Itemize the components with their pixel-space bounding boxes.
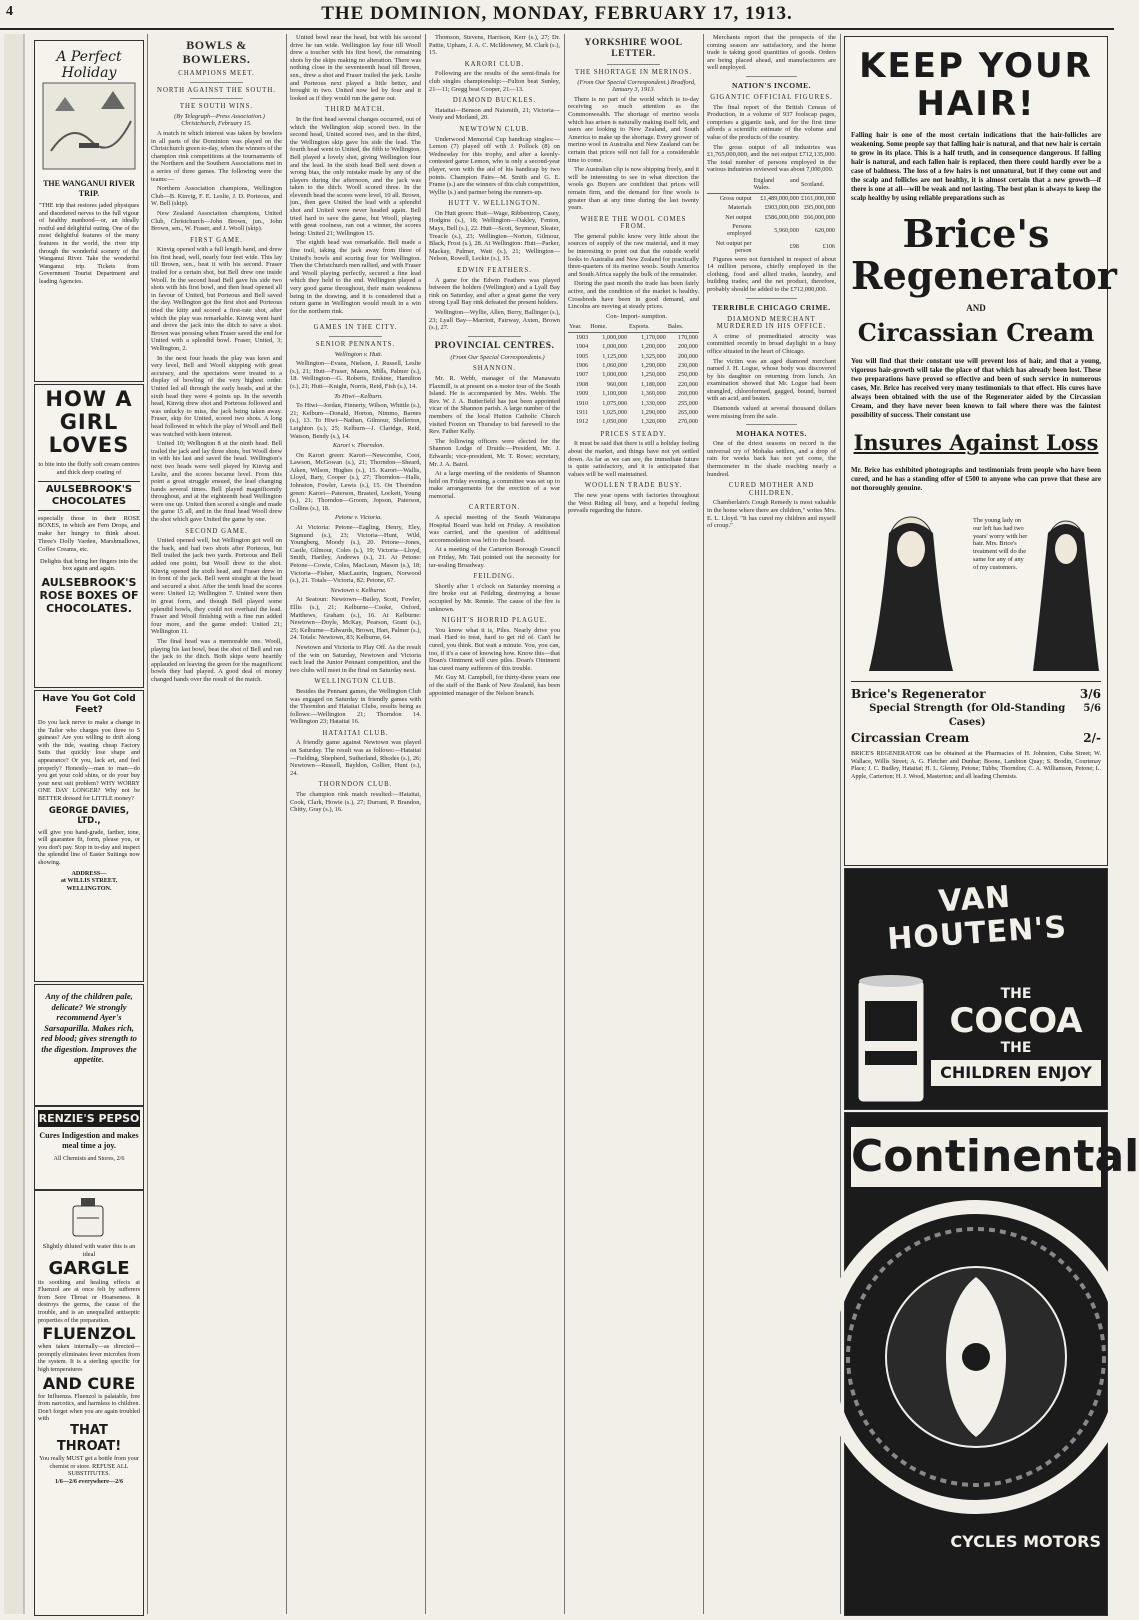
aulsebrook-brand2: AULSEBROOK'S ROSE BOXES OF CHOCOLATES. xyxy=(39,576,139,616)
van-houten-the2: THE xyxy=(1000,1040,1032,1056)
column-bowls xyxy=(151,34,282,1614)
provincial-para: Shortly after 1 o'clock on Saturday morning a fire broke out at Feilding, destroying a house occupied by Mr. Rennie. The cause of the fire is unknown. xyxy=(429,582,560,613)
mohaka-heading: MOHAKA NOTES. xyxy=(736,429,807,439)
column-rule xyxy=(564,34,565,1614)
provincial-byline: (From Our Special Correspondents.) xyxy=(450,353,545,361)
provincial-para: You know what it is, Piles. Nearly drive you mad. Hard to treat, hard to get rid of. Can't be cured, you think. But wait a minute. You, you can, too, if it's a case of knowing how. Know this—that Doan's Ointment will cure piles. Doan's Ointment has cured many sufferers of this trouble. xyxy=(429,626,560,672)
provincial-para: Mr. Guy M. Campbell, for thirty-three years one of the staff of the Bank of New Zealand, has been appointed manager of the Nelson branch. xyxy=(429,674,560,697)
pennant-match: Karori v. Thorndon. xyxy=(332,442,385,450)
price-name: Special Strength (for Old-Standing Cases) xyxy=(869,703,1066,728)
column-rule xyxy=(425,34,426,1614)
wool-table-cell: 1,000,000 xyxy=(602,343,628,351)
census-table-cell: Net output per person xyxy=(715,239,752,255)
fluenzol-word1: GARGLE xyxy=(48,1257,130,1279)
census-table-cell: £903,000,000 xyxy=(764,204,799,212)
wool-table-cell: 1907 xyxy=(575,371,589,379)
bowls-para: Newtown and Victoria to Play Off. As the result of the win on Saturday, Newtown and Victoria each lead the Junior Pennant competition, and the two clubs will meet in the final on Saturday next. xyxy=(290,643,421,674)
income-para: Figures were not furnished in respect of about 14 million persons, chiefly employed in the clothing, food and allied trades, laundry, and building trades; and the net product, therefore, probably should be added to the £712,000,000. xyxy=(707,255,836,293)
wool-table-cell: 960,000 xyxy=(606,380,628,388)
provincial-para: A special meeting of the South Wairarapa Hospital Board was held on Friday. A resolution was carried, and the question of additional accommodation was left to the board. xyxy=(429,514,560,544)
price-row xyxy=(851,686,1101,702)
wool-para: The general public know very little about the sources of supply of the raw material, and it may be interesting to point out that the outside world looks to Australia and New Zealand for practically three-quarters of its merino wools. South America and South Africa supply the bulk of the remainder. xyxy=(568,232,699,278)
newtown-club-heading: NEWTOWN CLUB. xyxy=(459,125,530,133)
wool-table-cell: 1,200,000 xyxy=(641,343,666,351)
census-table-row xyxy=(707,203,836,212)
van-houten-name: VAN HOUTEN'S xyxy=(886,879,1069,958)
wool-para: During the past month the trade has been fairly active, and the condition of the market is healthy. Crossbreds have been in good demand, and Lincolns are moving at steady prices. xyxy=(568,280,699,311)
aulsebrook-lead: to bite into the fluffy soft cream centres and thick deep coating of xyxy=(38,461,140,476)
milk-body: Any of the children pale, delicate? We strongly recommend Ayer's Sarsaparilla. Makes rich, red blood; gives strength to the digestion. Improves the appetite. xyxy=(41,991,137,1064)
page-edge-strip xyxy=(0,34,28,1614)
brices-footer: BRICE'S REGENERATOR can be obtained at the Pharmacies of H. Johnston, Cuba Street; W. Wallace, Willis Street; A. G. Fletcher and Dunbar; Boone, Lambton Quay; S. Brodin, Courtenay Place; J. C. Budley, Hataitai; H. L. Glenny, Petone; Tubbs; Thorndon; C. A. Williamson, Petone; L. Apple, Carterton; H. J. Wood, Masterton; and all leading Chemists. xyxy=(851,750,1101,780)
karori-club-heading: KARORI CLUB. xyxy=(464,60,525,68)
price-value: 5/6 xyxy=(1083,703,1101,714)
price-row xyxy=(851,702,1101,730)
bowls-para: At Seatoun: Newtown—Bailey, Scott, Fowler, Ellis (s.), 21; Kelburne—Cooke, Oxford, Matthews, Graham (s.), 16. At Kelburne: Newtown—Doyle, McKay, Pearson, Grant (s.), 25; Kelburne—Edwards, Brown, Hart, Palmer (s.), 24. Totals: Newtown, 83; Kelburne, 64. xyxy=(290,596,421,642)
census-table-cell: Gross output xyxy=(719,194,752,202)
holiday-body: "THE trip that restores jaded physiques and disordered nerves to the full vigour of healthy manhood—or, an ideally restful and delightful outing. One of the most delightful features of the many features in the world, the river trip through the wonderful scenery of the Wanganui River. Take the wonderful Wanganui trip. Tickets from Government Tourist Department and leading Agencies. xyxy=(39,202,139,285)
bowls-dateline: (By Telegraph—Press Association.) Christchurch, February 15. xyxy=(174,112,265,128)
wool-table-cell: 270,000 xyxy=(677,418,698,426)
wool-table-header: Home. xyxy=(589,322,628,332)
wool-table-row xyxy=(568,417,699,426)
column-bowls-cont xyxy=(290,34,421,1614)
wool-table-cell: 260,000 xyxy=(677,390,698,398)
pepso-price: All Chemists and Stores, 2/6 xyxy=(53,1155,125,1162)
wool-table-cell: 250,000 xyxy=(677,371,698,379)
wool-para: The new year opens with factories throughout the West Riding all busy, and a hopeful feeling prevails regarding the future. xyxy=(568,492,699,515)
wool-table-cell: 1911 xyxy=(576,409,589,417)
wool-table-cell: 1,320,000 xyxy=(641,418,666,426)
income-para: The gross output of all industries was £1,765,000,000, and the net output £712,135,000. The total number of persons employed in the various industries reviewed was about 7,000,000. xyxy=(707,143,836,174)
edge-strip-pattern xyxy=(0,34,28,1614)
wool-para: It must be said that there is still a holiday feeling about the market, and things have not yet settled down. As far as we can see, the immediate future is quite satisfactory, and it is anticipated that values will be well maintained. xyxy=(568,440,699,478)
bowls-para: In the next four heads the play was keen and very level, Bell and Wooll skipping with great accuracy, and the spectators were treated to a display of bowling of the very highest order. United led all through the early heads, and at the sixth head they were 4 points up. In the seventh head, Kinvig drew shot and Porteous followed and was unlucky to miss, the jack being taken away. Fraser, skip for United, scored two shots. A long head followed in which the play of Wooll and Bell was watched with keen interest. xyxy=(151,354,282,438)
census-table-row xyxy=(707,213,836,222)
wool-table-row xyxy=(568,389,699,398)
column-wool-letter xyxy=(568,34,699,1614)
wool-table-cell: 200,000 xyxy=(677,343,698,351)
wool-table-cell: 1,000,000 xyxy=(602,371,628,379)
wool-table xyxy=(568,322,699,426)
census-table-cell: £161,000,000 xyxy=(800,194,835,202)
wool-table-cell: 1,025,000 xyxy=(602,409,628,417)
column-rule xyxy=(147,34,148,1614)
wool-table-cell: 1,060,000 xyxy=(602,362,628,370)
photo-caption: The young lady on our left has had two years' worry with her hair. Mrs. Brice's treatment will do the same for any of any of my customers. xyxy=(973,517,1028,571)
insures-banner: Insures Against Loss xyxy=(853,430,1099,455)
brices-brand: Brice's Regenerator xyxy=(851,211,1117,298)
bowls-para: Kinvig opened with a full length hand, and drew his first head, well, nearly four feet wide. This lay till Brown, sen., beat it with his second. Fraser trailed for a certain shot, but Bell drew one inside Wooll. In the second head Bell gave his side two shots with his first bowl, and then head opened all in favour of United, but Porteous and Bell saved the day. Wellington got the first shot and Porteous tried the kitty and scored a first-rate shot, after which the play was remarkable. Kinvig went hard and drove the jack into the ditch to save a shot. Brown was pressing when Fraser saved the end for United with a splendid bowl. Fraser, United, 3; Wellington, 2. xyxy=(151,246,282,352)
wool-table-title: Con- Import- sumption. xyxy=(606,312,667,320)
wool-table-cell: 1,250,000 xyxy=(641,371,666,379)
price-value: 2/- xyxy=(1083,731,1101,745)
wool-table-header: Exports. xyxy=(628,322,667,332)
brices-and: AND xyxy=(966,303,986,313)
wellington-club-heading: WELLINGTON CLUB. xyxy=(314,678,397,686)
bowls-second-game: SECOND GAME. xyxy=(185,527,248,535)
bowls-para: Thomson, Stevens, Harrison, Kerr (s.), 27; Dr. Pattie, Upham, J. A. C. McIldowney, M. Clark (s.), 15. xyxy=(429,34,560,57)
wool-para: Merchants report that the prospects of the coming season are satisfactory, and the home trade is taking good quantities of goods. Orders are being placed ahead, and manufacturers are well employed. xyxy=(707,34,836,72)
van-houten-the: THE xyxy=(1000,986,1032,1002)
wool-sub1: THE SHORTAGE IN MERINOS. xyxy=(574,69,693,76)
crime-para: A crime of premeditated atrocity was committed recently in broad daylight in a busy office situated in the heart of Chicago. xyxy=(707,332,836,355)
page-number: 4 xyxy=(6,4,13,19)
keep-hair-intro: Falling hair is one of the most certain indications that the hair-follicles are weakening. Some people say that falling hair is natural, and that new hair is certain to grow in its place. This is a half truth, and in consequence dangerous. If falling hair is natural, and each fallen hair is replaced, then there could hardly ever be a case of baldness. The loss of a few hairs is not unnatural, but if they come out and the scalp and follicles are not healthy, it is almost certain that a new growth—if there is one at all—will be weak and not lasting. The best plan is always to keep the scalp healthy by using reliable preparations such as xyxy=(851,131,1101,202)
census-table-header: Scotland. xyxy=(800,176,836,193)
wool-table-row xyxy=(568,408,699,417)
column-rule xyxy=(703,34,704,1614)
bowls-para: Wellington—Wyllie, Allen, Berry, Ballinger (s.), 23; Lyall Bay—Marriott, Fairway, Axten, Brown (s.), 27. xyxy=(429,309,560,332)
wool-table-cell: 1910 xyxy=(575,399,589,407)
bowls-sub1: CHAMPIONS MEET. xyxy=(178,70,255,77)
bowls-para: A game for the Edwin Feathers was played between the holders (Wellington) and a Lyall Bay rink on Saturday, and after a great game the very strong Lyall Bay rink defeated the present holders. xyxy=(429,276,560,307)
column-provincial xyxy=(429,34,560,1614)
river-illustration xyxy=(41,81,137,171)
provincial-heading: PROVINCIAL CENTRES. xyxy=(434,340,555,351)
van-houten-product: COCOA xyxy=(949,1001,1083,1041)
bowls-para: The eighth head was remarkable. Bell made a fine trail, taking the jack away from three of United's bowls and scoring four for Wellington. Then the Christchurch men rallied, and with Fraser and Wooll playing perfectly, secured a fine lead which they held to the end. Wellington played a very good game throughout, their main weakness being in the drawing, and it is considered that a return game in Wellington would result in a win for the northern rink. xyxy=(290,239,421,315)
wool-table-row xyxy=(568,361,699,370)
brices-regenerator-ad xyxy=(844,36,1117,866)
wool-table-cell: 255,000 xyxy=(677,399,698,407)
wool-table-cell: 1903 xyxy=(575,333,589,341)
price-name: Circassian Cream xyxy=(851,731,970,745)
wool-table-cell: 1,360,000 xyxy=(641,390,666,398)
census-table-cell: £586,000,000 xyxy=(764,213,799,221)
wool-table-cell: 200,000 xyxy=(677,352,698,360)
bowls-para: Hataitai—Benson and Naismith, 21; Victoria—Vesty and Morland, 20. xyxy=(429,106,560,122)
wool-para: There is no part of the world which is to-day receiving so much attention as the Commonwealth. The shortage of merino wools which has arisen is naturally making itself felt, and users are looking to New Zealand, and South America to make up the shortage. Every grower of merino wool in Australia and New Zealand can be certain that prices will not fall for a considerable time to come. xyxy=(568,95,699,164)
wool-table-cell: 1912 xyxy=(575,418,589,426)
brices-mid: You will find that their constant use will prevent loss of hair, and that a young, vigorous hair-growth will take the place of that which has already been lost. These two preparations have proved so effective and been of such service in numerous cases, Mr. Brice has received very many testimonials to that effect. His cures have always been obtained with the use of the Regenerator aided by the Circassian Cream, and they have never been known to fail where there was the faintest possibility of success. Their constant use xyxy=(851,357,1101,419)
wool-table-cell: 1908 xyxy=(575,380,589,388)
bowls-para: United 10; Wellington 8 at the ninth head. Bell trailed the jack and lay three shots, but Wooll drew in with his last and saved the head. Wellington's next two heads were well played by Kinvig and Leslie, and the scores became level. From this point a great struggle ensued, the lead changing hands several times. Bell played magnificently throughout, and at the eighteenth head Wellington were one up. United then scored a single and made the game 15 all, and in the final head Wooll drew the shot which gave United the game by one. xyxy=(151,440,282,524)
wool-heading: YORKSHIRE WOOL LETTER. xyxy=(584,38,683,59)
census-table-row xyxy=(707,193,836,203)
wool-table-row xyxy=(568,399,699,408)
bowls-sub2: NORTH AGAINST THE SOUTH. xyxy=(157,86,276,94)
wool-table-cell: 1,330,000 xyxy=(641,399,666,407)
davies-address-label: ADDRESS— xyxy=(71,869,107,877)
davies-headline: Have You Got Cold Feet? xyxy=(42,694,136,715)
fluenzol-word2: FLUENZOL xyxy=(42,1324,136,1344)
bowls-heading: BOWLS & BOWLERS. xyxy=(182,38,251,66)
continental-caption: CYCLES MOTORS xyxy=(950,1532,1101,1551)
wool-sub4: WOOLLEN TRADE BUSY. xyxy=(584,482,683,490)
nations-income-sub: GIGANTIC OFFICIAL FIGURES. xyxy=(710,93,833,101)
nights-plague-heading: NIGHT'S HORRID PLAGUE. xyxy=(441,617,548,625)
column-rule xyxy=(840,34,841,1614)
holiday-headline: THE WANGANUI RIVER TRIP. xyxy=(43,179,135,198)
fluenzol-word4: THAT THROAT! xyxy=(56,1422,122,1454)
holiday-script: A Perfect Holiday xyxy=(56,49,122,81)
bowls-para: To Hiwi—Jordan, Finnerty, Wilson, Whittle (s.), 21; Kelburn—Donald, Horton, Nimmo, Barnes (s.), 13. To Hiwi—Nathan, Gilmour, Shellerton, Leighton (s.), 25; Kelburn—J. Claridge, Reid, Watson, Bendy (s.), 14. xyxy=(290,402,421,440)
davies-name: GEORGE DAVIES, LTD., xyxy=(48,805,130,826)
price-value: 3/6 xyxy=(1079,687,1101,701)
edwin-feathers-heading: EDWIN FEATHERS. xyxy=(457,267,532,275)
wool-table-header: Bales. xyxy=(667,322,699,332)
wool-sub3: PRICES STEADY. xyxy=(600,430,667,438)
bowls-para: Wellington—Evans, Nielson, J. Russell, Leslie (s.), 21; Hutt—Fraser, Mason, Mills, Palmer (s.), 18. Wellington—G. Roberts, Erskine, Hamilton (s.), 21; Hutt—Knight, Norris, Reid, Fish (s.), 14. xyxy=(290,360,421,390)
continental-cycles-ad xyxy=(844,1112,1139,1616)
census-table-cell: Persons employed xyxy=(727,222,752,238)
tyre-illustration xyxy=(856,1187,1096,1527)
wool-table-cell: 1,100,000 xyxy=(602,390,628,398)
wool-table-cell: 1,325,000 xyxy=(641,352,666,360)
wool-table-cell: 220,000 xyxy=(677,380,698,388)
hataitai-club-heading: HATAITAI CLUB. xyxy=(322,729,389,737)
wool-table-cell: 1909 xyxy=(575,390,589,398)
wool-sub2: WHERE THE WOOL COMES FROM. xyxy=(580,215,687,231)
census-table-cell: 620,000 xyxy=(814,226,835,234)
wool-table-row xyxy=(568,342,699,351)
wool-para: The Australian clip is now shipping freely, and it will be interesting to see in what direction the wools go. Buyers are confident that prices will remain firm, and the demand for fine wools is greater than at any time during the last twenty years. xyxy=(568,166,699,212)
census-table-cell: £66,000,000 xyxy=(804,213,835,221)
pepso-name: RENZIE'S PEPSO xyxy=(38,1112,140,1125)
van-houtens-cocoa-ad xyxy=(844,868,1108,1110)
census-table-cell: Net output xyxy=(725,213,752,221)
wool-table-cell: 1,050,000 xyxy=(602,418,628,426)
third-match-heading: THIRD MATCH. xyxy=(325,106,386,114)
hutt-wellington-heading: HUTT V. WELLINGTON. xyxy=(448,200,541,208)
census-table-cell: Materials xyxy=(728,204,752,212)
wool-table-cell: 1,075,000 xyxy=(602,399,628,407)
column-nations-income xyxy=(707,34,836,1614)
hair-woman-right-illustration xyxy=(1031,503,1101,673)
bowls-para: Following are the results of the semi-finals for club singles championship:—Fulton beat Sunley, 21—11; Gregg beat Cooper, 21—13. xyxy=(429,70,560,93)
census-table-header xyxy=(707,176,753,193)
provincial-para: The following officers were elected for the Shannon Lodge of Druids:—President, Mr. J. Edwards; vice-president, Mr. T. Rowe; secretary, Mr. J. A. Baird. xyxy=(429,437,560,468)
continental-name: Continental xyxy=(851,1127,1101,1187)
wool-table-row xyxy=(568,370,699,379)
circassian-brand: Circassian Cream xyxy=(857,318,1095,347)
hair-woman-left-illustration xyxy=(851,503,971,673)
aulsebrook-tail: Delights that bring her fingers into the box again and again. xyxy=(40,557,138,573)
aulsebrook-chocolates-ad xyxy=(34,384,144,688)
aulsebrook-brand: AULSEBROOK'S CHOCOLATES xyxy=(38,481,140,511)
thorndon-club-heading: THORNDON CLUB. xyxy=(318,781,393,789)
masthead xyxy=(0,0,1114,30)
wool-table-row xyxy=(568,352,699,361)
bowls-para: Underwood Memorial Cup handicap singles:—Lemon (7) played off with J. Pollock (8) on Wednesday for this trophy, and after a keenly-contested game Lemon, who is only a second-year player, won with the aid of his handicap by two points. Champion Pairs—M. Smith and G. E. Frame (s.) are the winners of this club competition, Wyllie (s.) and partner being the runners-up. xyxy=(429,135,560,196)
wool-table-header: Year. xyxy=(568,322,589,332)
cocoa-tin-illustration xyxy=(851,961,931,1111)
income-para: The final report of the British Census of Production, in a volume of 937 foolscap pages, comprises a gigantic task, and for the first time affords a scientific estimate of the volume and value of the products of the country. xyxy=(707,103,836,141)
aulsebrook-headline: HOW A GIRL LOVES xyxy=(45,387,133,457)
davies-body2: will give you hand-grade, farther, tone, will guarantee fit, form, please you, or you don't pay. Stop in to-day and inspect the splendid line of Easter Suitings now showing. xyxy=(38,828,140,866)
wool-table-cell: 1,290,000 xyxy=(641,362,666,370)
fluenzol-lead: Slightly diluted with water this is an ideal xyxy=(42,1243,136,1258)
bowls-para: A friendly game against Newtown was played on Saturday. The result was as follows:—Hataitai—Fielding, Shepherd, Sutherland, Rhodes (s.), 26; Newtown—Russell, Bayldon, Collier, Hunt (s.), 24. xyxy=(290,739,421,777)
chicago-crime-heading: TERRIBLE CHICAGO CRIME. xyxy=(712,302,831,312)
masthead-title: THE DOMINION, MONDAY, FEBRUARY 17, 1913. xyxy=(321,3,793,24)
cured-mother-heading: CURED MOTHER AND CHILDREN. xyxy=(728,482,815,497)
price-row xyxy=(851,730,1101,746)
fluenzol-ad xyxy=(34,1190,144,1616)
bowls-sub3: THE SOUTH WINS. xyxy=(179,103,254,111)
renzies-pepso-ad xyxy=(34,1106,144,1190)
van-houten-tagline: CHILDREN ENJOY xyxy=(931,1060,1101,1086)
bowls-para: On Hutt green: Hutt—Wage, Ribbentrop, Casey, Hodgins (s.), 18; Wellington—Oakley, Fenton, Mays, Bell (s.), 22. Hutt—Scott, Seymour, Sleater, Treacle (s.), 23; Wellington—Norton, Gilmour, Black, Frost (s.), 28. At Wellington: Hutt—Parker, Mackay, Palmer, Watt (s.), 21; Wellington—Nelson, Rowell, Leckie (s.), 15. xyxy=(429,209,560,263)
bowls-para: A match in which interest was taken by bowlers in all parts of the Dominion was played on the Christchurch green to-day, when the winners of the champion rink competitions at the tournaments of the Northern and the Southern Associations met in a series of three games. The following were the teams:— xyxy=(151,129,282,183)
bowls-first-game: FIRST GAME. xyxy=(190,236,243,244)
fluenzol-mid3: for Influenza. Fluenzol is palatable, free from narcotics, and harmless to children. Don't forget when you are again troubled with xyxy=(38,1392,140,1423)
provincial-para: Mr. R. Webb, manager of the Manawatu Flaxmill, is at present on a motor tour of the South Island. He is accompanied by Mrs. Webb. The Rev. W. J. A. Butterfield has just been appointed vicar of the Shannon parish. A large number of the members of the local Hutton Catholic Church visited Foxton on Thursday to bid farewell to the Rev. Father Kelly. xyxy=(429,374,560,436)
wool-table-cell: 265,000 xyxy=(677,409,698,417)
pepso-line: Cures Indigestion and makes meal time a joy. xyxy=(39,1131,139,1150)
nations-income-heading: NATION'S INCOME. xyxy=(731,80,812,90)
davies-address: at WILLIS STREET, WELLINGTON. xyxy=(60,877,118,892)
games-city-heading: GAMES IN THE CITY. xyxy=(313,324,398,332)
census-table-cell: £95,000,000 xyxy=(804,204,835,212)
wool-table-cell: 1,290,000 xyxy=(641,409,666,417)
bowls-para: United opened well, but Wellington got well on the back, and had two shots after Porteous, but Bell trailed the jack two yards. Porteous and Bell added one point, but Wooll drew to the shot. Kinvig opened the sixth head, and Fraser drew in in front of the jack. Bell went straight at the head and secured a shot. After the tenth head the scores were: United 12; Wellington 7. United were then in great form, and though Bell played some splendid bowls, they could not overhaul the lead. Fraser and Wooll finishing with a fine run added four more, and the game ended: United 21; Wellington 11. xyxy=(151,537,282,636)
fluenzol-tail: You really MUST get a bottle from your chemist or store. REFUSE ALL SUBSTITUTES. xyxy=(39,1454,139,1478)
feilding-heading: FEILDING. xyxy=(473,573,516,581)
wool-table-cell: 230,000 xyxy=(677,362,698,370)
census-table-cell: £106 xyxy=(822,243,835,251)
bowls-para: United bowl near the head, but with his second drive he ran wide. Wellington lay four till Wooll drew a toucher with his first bowl, the remaining shots by the skips making no alteration. There was nothing close in the seventeenth head till Brown, sen., drew a shot and Fraser trailed the jack. Leslie and Porteous next played a little better, and brought in two. United now led by four and it looked as if they would run the game out. xyxy=(290,34,421,102)
diamond-buckles-heading: DIAMOND BUCKLES. xyxy=(452,97,537,105)
provincial-para: At a meeting of the Carterton Borough Council on Friday, Mr. Tait pointed out the necessity for tar-sealing Broadway. xyxy=(429,546,560,569)
wool-table-cell: 1,180,000 xyxy=(641,380,666,388)
ayers-sarsaparilla-ad xyxy=(34,984,144,1106)
price-name: Brice's Regenerator xyxy=(851,687,986,701)
mohaka-para: Chamberlain's Cough Remedy is most valuable in the home where there are children," writes Mrs. E. L. Lloyd. "It has cured my children and myself of croup." xyxy=(707,499,836,530)
pennant-match: Wellington v. Hutt. xyxy=(334,350,383,358)
bowls-para: The final head was a memorable one. Wooll, playing his last bowl, beat the shot of Bell and ran the jack to the ditch. Both skips were heartily applauded on leaving the green for the magnificent bowls they had played. A good deal of money changed hands over the result of the match. xyxy=(151,637,282,683)
crime-para: Diamonds valued at several thousand dollars were missing from the safe. xyxy=(707,405,836,420)
census-table-row xyxy=(707,239,836,256)
chicago-crime-sub: DIAMOND MERCHANT MURDERED IN HIS OFFICE. xyxy=(716,315,827,331)
carterton-heading: CARTERTON. xyxy=(468,504,521,512)
bowls-para: On Karori green: Karori—Newcombe, Coot, Lawson, McGowan (s.), 21; Thorndon—Sheard, Aiken, Wilson, Hughes (s.), 15. Karori—Wallis, Lloyd, Bary, Cooper (s.), 27; Thorndon—Halls, Johnston, Fowler, Lewis (s.), 15. On Thorndon green: Karori—Paterson, Brasted, Lockett, Young (s.), 21; Thorndon—Groom, Jopson, Paterson, Collins (s.), 18. xyxy=(290,451,421,512)
fluenzol-price: 1/6—2/6 everywhere—2/6 xyxy=(54,1477,124,1485)
george-davies-ad xyxy=(34,690,144,982)
provincial-para: At a large meeting of the residents of Shannon held on Friday evening, a committee was set up to make arrangements for the erection of a war memorial. xyxy=(429,470,560,500)
fluenzol-bottle-icon xyxy=(59,1194,119,1238)
pennant-match: Petone v. Victoria. xyxy=(335,514,382,522)
wool-table-cell: 170,000 xyxy=(677,333,698,341)
wool-table-cell: 1,000,000 xyxy=(602,333,628,341)
census-table xyxy=(707,176,836,256)
pennant-match: To Hiwi—Kelburn. xyxy=(334,392,383,400)
census-table-header: England and Wales. xyxy=(753,176,799,192)
senior-pennants-heading: SENIOR PENNANTS. xyxy=(315,340,396,348)
bowls-para: Besides the Pennant games, the Wellington Club was engaged on Saturday in friendly games with the Thorndon and Hataitai Clubs, results being as follows:—Wellington 21; Thorndon 14. Wellington 23; Hataitai 16. xyxy=(290,687,421,726)
brices-offer: Mr. Brice has exhibited photographs and testimonials from people who have been cured, and he has a standing offer of £500 to anyone who can prove that these are not thoroughly genuine. xyxy=(851,466,1101,492)
bowls-para: In the first head several changes occurred, out of which the Wellington skip scored two. In the second head, United scored two, and in the third, the Wellington skip gave his side the lead. The fourth head went to United, the fifth to Wellington. Bell played a lovely shot, giving Wellington four and the lead. In the sixth head Bell sent down a wrong bias, the only mistake made by any of the players during the afternoon, and the jack was taken to the ditch. Wooll scored three. In the eleventh head the scores were level, 10 all. Brown, jun., then gave United the lead with a splendid shot and United were never headed again. Bell tried hard to save the game, but Wooll, playing with great coolness, ran out a winner, the scores being: United 21; Wellington 15. xyxy=(290,115,421,237)
wanganui-river-ad xyxy=(34,40,144,382)
mohaka-para: One of the driest seasons on record is the universal cry of Mohaka settlers, and a drop of rain for weeks back has not yet come, the thermometer in the shade reaching nearly a hundred. xyxy=(707,440,836,478)
crime-para: The victim was an aged diamond merchant named J. H. Logue, whose body was discovered by his daughter on returning from lunch. An examination showed that Mr. Logue had been strangled, chloroformed, gagged, bound, burned with an acid, and beaten. xyxy=(707,357,836,403)
fluenzol-mid2: when taken internally—as directed—promptly eliminates fever microbes from the system. It is a sterling specific for high temperatures xyxy=(38,1343,140,1373)
census-table-cell: 5,960,000 xyxy=(774,226,799,234)
pennant-match: Newtown v. Kelburne. xyxy=(330,586,387,594)
wool-table-cell: 1904 xyxy=(575,343,589,351)
wool-table-cell: 1906 xyxy=(575,362,589,370)
wool-table-cell: 1905 xyxy=(575,352,589,360)
shannon-heading: SHANNON. xyxy=(473,365,516,373)
wool-table-row xyxy=(568,332,699,342)
wool-table-cell: 1,170,000 xyxy=(641,333,666,341)
fluenzol-word3: AND CURE xyxy=(42,1373,136,1393)
census-table-cell: £1,489,000,000 xyxy=(760,194,799,202)
aulsebrook-mid: especially those in their ROSE BOXES, in which are Fern Drops, and make her hungry to think about. Three's Dolly Varden, Marshmallows, Coffee Creams, etc. xyxy=(38,514,140,553)
census-table-cell: £98 xyxy=(789,243,799,251)
census-table-row xyxy=(707,222,836,239)
davies-body: Do you lack nerve to make a change in the Tailor who charges you three to 5 guineas? Are you willing to drift along with the tide, wasting cheap Factory Suits that quickly lose shape and appearance? Or you, lack art, and feel properly? Honestly—man to man—do you get your cold shins, or do your buy your next suit problem? WHY WORRY ONE DAY LONGER? Why not be BETTER dressed for LITTLE money? xyxy=(38,719,140,802)
wool-byline: (From Our Special Correspondent.) Bradford, January 3, 1913. xyxy=(577,78,696,94)
wool-table-cell: 1,125,000 xyxy=(602,352,628,360)
bowls-para: Northern Association champions, Wellington Club—B. Kinvig, F. E. Leslie, J. D. Porteous, and W. Bell (skip). xyxy=(151,185,282,208)
fluenzol-mid: its soothing and healing effects at Fluenzol are at once felt by sufferers from Sore Throat or Hoarseness. It destroys the germs, the cause of the trouble, and is an unequalled antiseptic properties of the preparation. xyxy=(38,1278,140,1324)
wool-table-row xyxy=(568,380,699,389)
bowls-para: At Victoria: Petone—Eagling, Henry, Eley, Sigmund (s.), 23; Victoria—Hunt, Wild, Youngberg, Moody (s.), 20. Petone—Jones, Castle, Gilmour, Coles (s.), 19; Victoria—Lloyd, Smith, Hartley, Andrews (s.), 21. At Petone: Petone—Cowie, Coles, MacLean, Mason (s.), 18; Victoria—Fisher, MacLaurin, Ingram, Norwood (s.), 21. Totals—Victoria, 82; Petone, 67. xyxy=(290,524,421,585)
bowls-para: The champion rink match resulted:—Hataitai, Cook, Clark, Howie (s.), 27; Durrant, P. Brandon, Chitty, Gray (s.), 16. xyxy=(290,791,421,814)
bowls-para: New Zealand Association champions, United Club, Christchurch—John Brown, jun., John Brown, sen., W. Fraser, and J. Wooll (skip). xyxy=(151,209,282,233)
column-rule xyxy=(286,34,287,1614)
keep-hair-headline: KEEP YOUR HAIR! xyxy=(859,46,1093,124)
